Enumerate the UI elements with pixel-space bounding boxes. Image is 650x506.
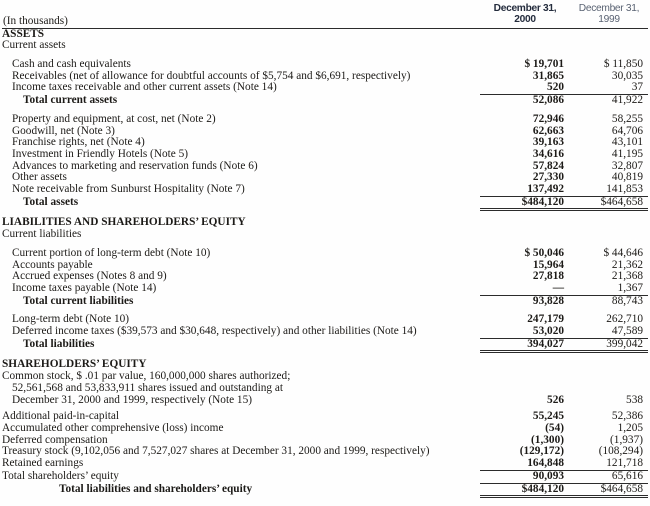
value-1999: 399,042 <box>606 337 643 350</box>
value-1999: 65,616 <box>611 469 643 482</box>
section-current-assets: Current assets <box>2 40 66 52</box>
value-1999: 88,743 <box>611 294 643 307</box>
value-2000: 247,179 <box>527 313 564 326</box>
value-2000: 55,245 <box>532 410 564 423</box>
section-shareholders-equity: SHAREHOLDERS’ EQUITY <box>2 359 147 371</box>
value-2000: 90,093 <box>532 469 564 482</box>
common-stock-line3: December 31, 2000 and 1999, respectively (Note 15) <box>12 393 252 406</box>
value-2000: 27,330 <box>532 171 564 184</box>
table-row-total-shareholders-equity: Total shareholders’ equity 90,093 65,616 <box>2 470 648 483</box>
table-row-investment-friendly-hotels: Investment in Friendly Hotels (Note 5) 34,616 41,195 <box>2 149 648 161</box>
value-2000: $ 19,701 <box>524 58 564 70</box>
table-row-total-current-liabilities: Total current liabilities 93,828 88,743 <box>2 295 648 308</box>
section-liabilities: LIABILITIES AND SHAREHOLDERS’ EQUITY <box>2 217 246 229</box>
column-headers <box>480 4 648 27</box>
value-1999: 141,853 <box>606 183 643 196</box>
value-1999: 21,368 <box>611 270 643 283</box>
table-row-total-current-assets: Total current assets 52,086 41,922 <box>2 94 648 107</box>
value-1999: 262,710 <box>606 313 643 326</box>
value-2000: 394,027 <box>527 337 564 350</box>
value-2000: 62,663 <box>532 124 564 137</box>
units-caption: (In thousands) <box>3 14 68 27</box>
value-1999: 47,589 <box>611 325 643 338</box>
value-2000: (129,172) <box>519 445 564 458</box>
table-row-goodwill: Goodwill, net (Note 3) 62,663 64,706 <box>2 126 648 138</box>
value-1999: 538 <box>626 393 643 406</box>
value-1999: 32,807 <box>611 159 643 172</box>
section-assets: ASSETS <box>2 28 45 40</box>
value-1999: 41,195 <box>611 147 643 160</box>
table-row-total-liabilities: Total liabilities 394,027 399,042 <box>2 338 648 354</box>
value-1999: 43,101 <box>611 136 643 149</box>
value-1999: $ 11,850 <box>603 58 643 70</box>
value-2000: 137,492 <box>527 183 564 196</box>
table-row-other-assets: Other assets 27,330 40,819 <box>2 172 648 184</box>
value-2000: 27,818 <box>532 270 564 283</box>
table-row-income-taxes-payable: Income taxes payable (Note 14) — 1,367 <box>2 283 648 295</box>
value-2000: 526 <box>547 393 564 406</box>
value-2000: 15,964 <box>532 258 564 271</box>
value-2000: 52,086 <box>532 94 564 107</box>
table-row-deferred-income-taxes: Deferred income taxes ($39,573 and $30,648, respectively) and other liabilities (Note 14) 53,020 47,589 <box>2 326 648 338</box>
value-1999: 1,205 <box>617 421 643 434</box>
table-row-receivables: Receivables (net of allowance for doubtful accounts of $5,754 and $6,691, respectively) 31,865 30,035 <box>2 71 648 83</box>
value-1999: 64,706 <box>611 124 643 137</box>
table-row-franchise-rights: Franchise rights, net (Note 4) 39,163 43,101 <box>2 137 648 149</box>
value-1999: 41,922 <box>611 94 643 107</box>
table-row-accrued-expenses: Accrued expenses (Notes 8 and 9) 27,818 21,368 <box>2 271 648 283</box>
value-2000: 93,828 <box>532 294 564 307</box>
value-1999: 30,035 <box>611 69 643 82</box>
column-header-2000: December 31, 2000 <box>493 3 557 25</box>
value-2000: 57,824 <box>532 159 564 172</box>
table-row-accounts-payable: Accounts payable 15,964 21,362 <box>2 260 648 272</box>
table-row-total-assets: Total assets $484,120 $464,658 <box>2 196 648 212</box>
table-row-property: Property and equipment, at cost, net (Note 2) 72,946 58,255 <box>2 114 648 126</box>
value-2000: 520 <box>547 81 564 94</box>
value-2000: $484,120 <box>521 195 564 208</box>
table-row-treasury-stock: Treasury stock (9,102,056 and 7,527,027 shares at December 31, 2000 and 1999, respectively) (129,172) (108,294) <box>2 446 648 458</box>
value-2000: (1,300) <box>531 433 564 446</box>
value-1999: 21,362 <box>611 258 643 271</box>
section-current-liabilities: Current liabilities <box>2 229 82 241</box>
table-row-income-taxes-receivable: Income taxes receivable and other current assets (Note 14) 520 37 <box>2 82 648 94</box>
value-1999: $ 44,646 <box>603 246 643 259</box>
table-row-additional-paid-in: Additional paid-in-capital 55,245 52,386 <box>2 411 648 423</box>
table-row-current-portion-ltd: Current portion of long-term debt (Note 10) $ 50,046 $ 44,646 <box>2 248 648 260</box>
value-1999: $464,658 <box>600 482 643 495</box>
value-1999: 40,819 <box>611 171 643 184</box>
table-row-note-receivable-sunburst: Note receivable from Sunburst Hospitality (Note 7) 137,492 141,853 <box>2 184 648 196</box>
value-2000: 31,865 <box>532 69 564 82</box>
table-row-deferred-compensation: Deferred compensation (1,300) (1,937) <box>2 435 648 447</box>
table-row-advances-marketing: Advances to marketing and reservation funds (Note 6) 57,824 32,807 <box>2 161 648 173</box>
common-stock-line1: Common stock, $ .01 par value, 160,000,000 shares authorized; <box>2 371 291 383</box>
value-2000: $ 50,046 <box>524 246 564 259</box>
table-header <box>2 4 648 29</box>
table-row-common-stock <box>2 371 648 406</box>
value-1999: $464,658 <box>600 195 643 208</box>
value-1999: (108,294) <box>598 445 643 458</box>
table-row-long-term-debt: Long-term debt (Note 10) 247,179 262,710 <box>2 314 648 326</box>
value-1999: 121,718 <box>606 457 643 470</box>
value-1999: (1,937) <box>610 433 643 446</box>
value-2000: — <box>552 281 564 294</box>
common-stock-line2: 52,561,568 and 53,833,911 shares issued and outstanding at <box>12 381 283 394</box>
value-1999: 1,367 <box>617 281 643 294</box>
value-2000: 39,163 <box>532 136 564 149</box>
table-row-cash: Cash and cash equivalents $ 19,701 $ 11,850 <box>2 59 648 71</box>
value-1999: 58,255 <box>611 112 643 125</box>
value-2000: 34,616 <box>532 147 564 160</box>
table-row-retained-earnings: Retained earnings 164,848 121,718 <box>2 458 648 470</box>
value-1999: 52,386 <box>611 410 643 423</box>
column-header-1999: December 31, 1999 <box>578 3 640 25</box>
value-2000: $484,120 <box>521 482 564 495</box>
value-2000: 53,020 <box>532 325 564 338</box>
table-row-total-liabilities-and-equity: Total liabilities and shareholders’ equity $484,120 $464,658 <box>2 483 648 499</box>
value-2000: 164,848 <box>527 457 564 470</box>
value-2000: 72,946 <box>532 112 564 125</box>
value-1999: 37 <box>631 81 643 94</box>
value-2000: (54) <box>545 421 564 434</box>
table-row-accumulated-oci: Accumulated other comprehensive (loss) income (54) 1,205 <box>2 423 648 435</box>
